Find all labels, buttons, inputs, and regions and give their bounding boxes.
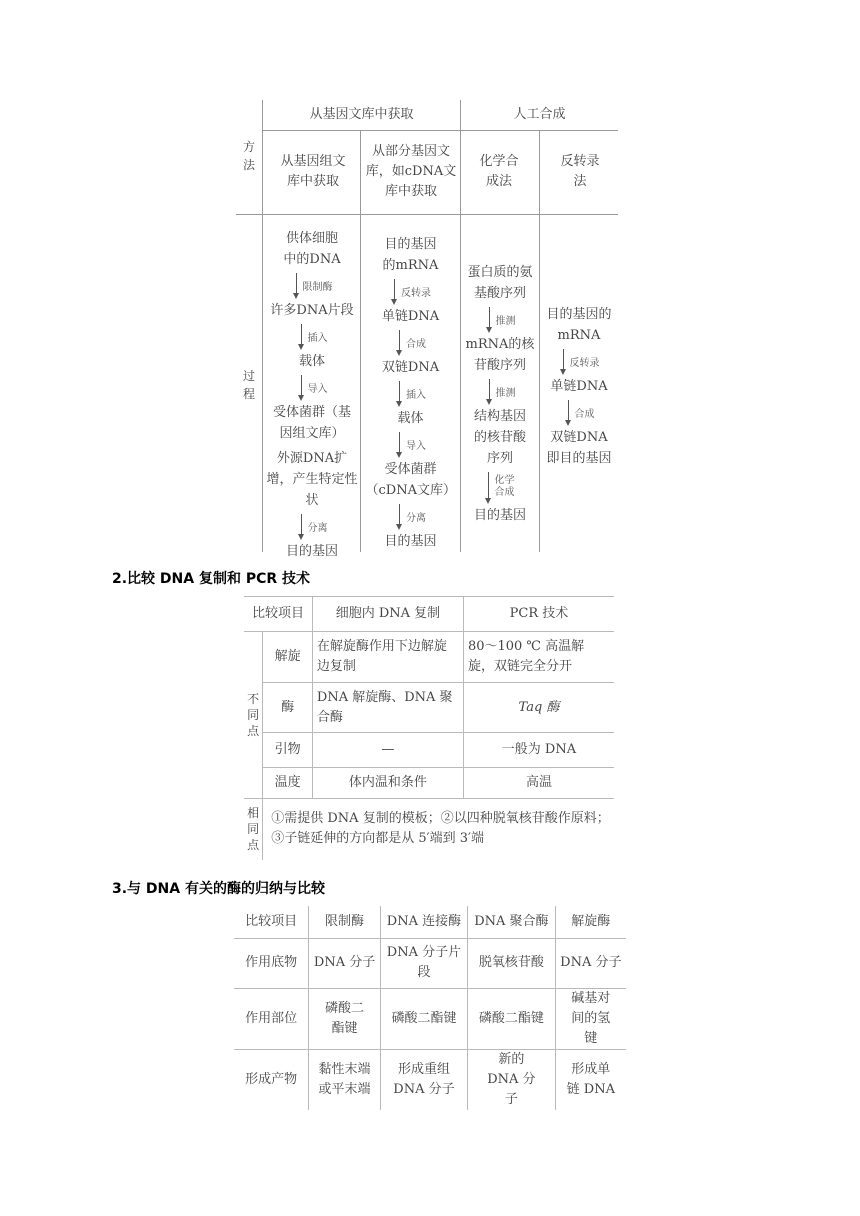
- table-cell: 形成单链 DNA: [555, 1049, 626, 1110]
- row-label: 引物: [263, 732, 313, 767]
- table-cell: DNA 分子: [555, 938, 626, 988]
- flow-node: 蛋白质的氨基酸序列: [467, 265, 533, 301]
- flow-node: 双链DNA即目的基因: [546, 430, 612, 466]
- down-arrow-icon: [485, 377, 494, 405]
- row-label-process: 过程: [242, 369, 255, 401]
- table-cell: 高温: [463, 767, 614, 798]
- method-genomic-library: 从基因组文库中获取: [280, 154, 346, 189]
- flow-node: 目的基因: [285, 544, 338, 559]
- header-cell: DNA 连接酶: [380, 906, 467, 938]
- flow-node: 目的基因的mRNA: [546, 307, 612, 343]
- table-cell: DNA 分子: [309, 938, 380, 988]
- flow-reverse-transcription: [540, 304, 618, 469]
- flow-cdna-library: [361, 234, 460, 552]
- flow-step: 合成: [395, 328, 426, 356]
- section-heading: 2.比较 DNA 复制和 PCR 技术: [112, 571, 311, 587]
- flow-step: 插入: [297, 322, 328, 350]
- flow-node: 受体菌群（基因组文库）: [272, 405, 351, 441]
- flow-node: 目的基因: [473, 508, 526, 523]
- table-row: [244, 798, 614, 860]
- table-row: [244, 767, 614, 798]
- table-cell: DNA 解旋酶、DNA 聚合酶: [312, 683, 463, 732]
- down-arrow-icon: [395, 379, 404, 407]
- flow-node: 载体: [397, 411, 424, 426]
- down-arrow-icon: [559, 347, 568, 375]
- flow-node: 结构基因的核苷酸序列: [473, 409, 526, 466]
- header-cell: PCR 技术: [463, 597, 614, 632]
- flow-step: 化学合成: [484, 470, 517, 504]
- flow-node: 单链DNA: [550, 379, 608, 394]
- header-cell: 比较项目: [234, 906, 309, 938]
- row-label: 酶: [263, 683, 313, 732]
- flow-node: 载体: [298, 354, 325, 369]
- flow-node: 受体菌群（cDNA文库）: [365, 462, 456, 498]
- table-cell: DNA 分子片段: [380, 938, 467, 988]
- section-heading: 3.与 DNA 有关的酶的归纳与比较: [112, 881, 325, 897]
- header-cell: DNA 聚合酶: [468, 906, 555, 938]
- flow-node: mRNA的核苷酸序列: [465, 337, 535, 373]
- row-label-method: 方法: [242, 140, 255, 172]
- group-header-synthesis: 人工合成: [513, 107, 566, 122]
- flow-step: 反转录: [559, 347, 600, 375]
- flow-node: 供体细胞中的DNA: [283, 231, 341, 267]
- flow-node: 目的基因: [384, 534, 437, 549]
- table-cell: ①需提供 DNA 复制的模板；②以四种脱氧核苷酸作原料；③子链延伸的方向都是从 5′端到 3′端: [263, 798, 614, 860]
- dna-replication-vs-pcr-table: [244, 596, 614, 860]
- flow-step: 反转录: [390, 277, 431, 305]
- table-cell: 在解旋酶作用下边解旋边复制: [312, 631, 463, 682]
- table-cell: —: [312, 732, 463, 767]
- header-cell: 限制酶: [309, 906, 380, 938]
- flow-step: 分离: [395, 502, 426, 530]
- row-label: 温度: [263, 767, 313, 798]
- flow-node: 目的基因的mRNA: [382, 237, 439, 273]
- flow-step: 推测: [485, 377, 516, 405]
- flow-chemical-synthesis: [461, 262, 539, 526]
- table-row: [234, 988, 626, 1049]
- header-cell: 解旋酶: [555, 906, 626, 938]
- table-cell: 黏性末端或平末端: [309, 1049, 380, 1110]
- table-row: [244, 597, 614, 632]
- down-arrow-icon: [485, 305, 494, 333]
- divider: [236, 214, 618, 215]
- flow-step: 限制酶: [292, 271, 333, 299]
- down-arrow-icon: [390, 277, 399, 305]
- table-cell: 磷酸二酯键: [380, 988, 467, 1049]
- table-cell: Taq 酶: [463, 683, 614, 732]
- flow-node: 外源DNA扩增，产生特定性状: [266, 451, 358, 508]
- down-arrow-icon: [395, 328, 404, 356]
- row-label: 形成产物: [234, 1049, 309, 1110]
- table-row: [234, 938, 626, 988]
- table-cell: 一般为 DNA: [463, 732, 614, 767]
- down-arrow-icon: [292, 271, 301, 299]
- flow-node: 双链DNA: [381, 360, 440, 375]
- table-row: [244, 732, 614, 767]
- table-row: [244, 683, 614, 732]
- table-cell: 磷酸二酯键: [468, 988, 555, 1049]
- down-arrow-icon: [297, 373, 306, 401]
- table-cell: 新的 DNA 分子: [468, 1049, 555, 1110]
- down-arrow-icon: [297, 322, 306, 350]
- header-cell: 比较项目: [244, 597, 312, 632]
- row-label: 作用底物: [234, 938, 309, 988]
- table-row: [234, 906, 626, 938]
- flow-step: 分离: [297, 512, 328, 540]
- divider: [262, 130, 618, 131]
- flow-step: 导入: [395, 430, 426, 458]
- table-row: [244, 631, 614, 682]
- gene-acquisition-table: [236, 100, 618, 559]
- down-arrow-icon: [297, 512, 306, 540]
- row-label: 作用部位: [234, 988, 309, 1049]
- method-cdna-library: 从部分基因文库，如cDNA文库中获取: [365, 144, 457, 199]
- table-cell: 磷酸二酯键: [309, 988, 380, 1049]
- flow-step: 合成: [564, 398, 595, 426]
- down-arrow-icon: [395, 502, 404, 530]
- method-chemical-synthesis: 化学合成法: [479, 154, 519, 189]
- down-arrow-icon: [484, 470, 493, 504]
- dna-enzymes-table: [234, 906, 626, 1110]
- flow-step: 导入: [297, 373, 328, 401]
- table-cell: 碱基对间的氢键: [555, 988, 626, 1049]
- header-cell: 细胞内 DNA 复制: [312, 597, 463, 632]
- table-cell: 形成重组 DNA 分子: [380, 1049, 467, 1110]
- table-cell: 80～100 ℃ 高温解旋，双链完全分开: [463, 631, 614, 682]
- row-label: 解旋: [263, 631, 313, 682]
- method-reverse-transcription: 反转录法: [560, 154, 600, 189]
- flow-node: 许多DNA片段: [270, 303, 354, 318]
- flow-step: 推测: [485, 305, 516, 333]
- group-label-different: 不同点: [244, 631, 263, 798]
- table-cell: 脱氧核苷酸: [468, 938, 555, 988]
- group-label-same: 相同点: [244, 798, 263, 860]
- group-header-library: 从基因文库中获取: [309, 107, 414, 122]
- table-row: [234, 1049, 626, 1110]
- flow-node: 单链DNA: [381, 309, 440, 324]
- table-cell: 体内温和条件: [312, 767, 463, 798]
- flow-genomic-library: [263, 228, 361, 562]
- down-arrow-icon: [395, 430, 404, 458]
- down-arrow-icon: [564, 398, 573, 426]
- flow-step: 插入: [395, 379, 426, 407]
